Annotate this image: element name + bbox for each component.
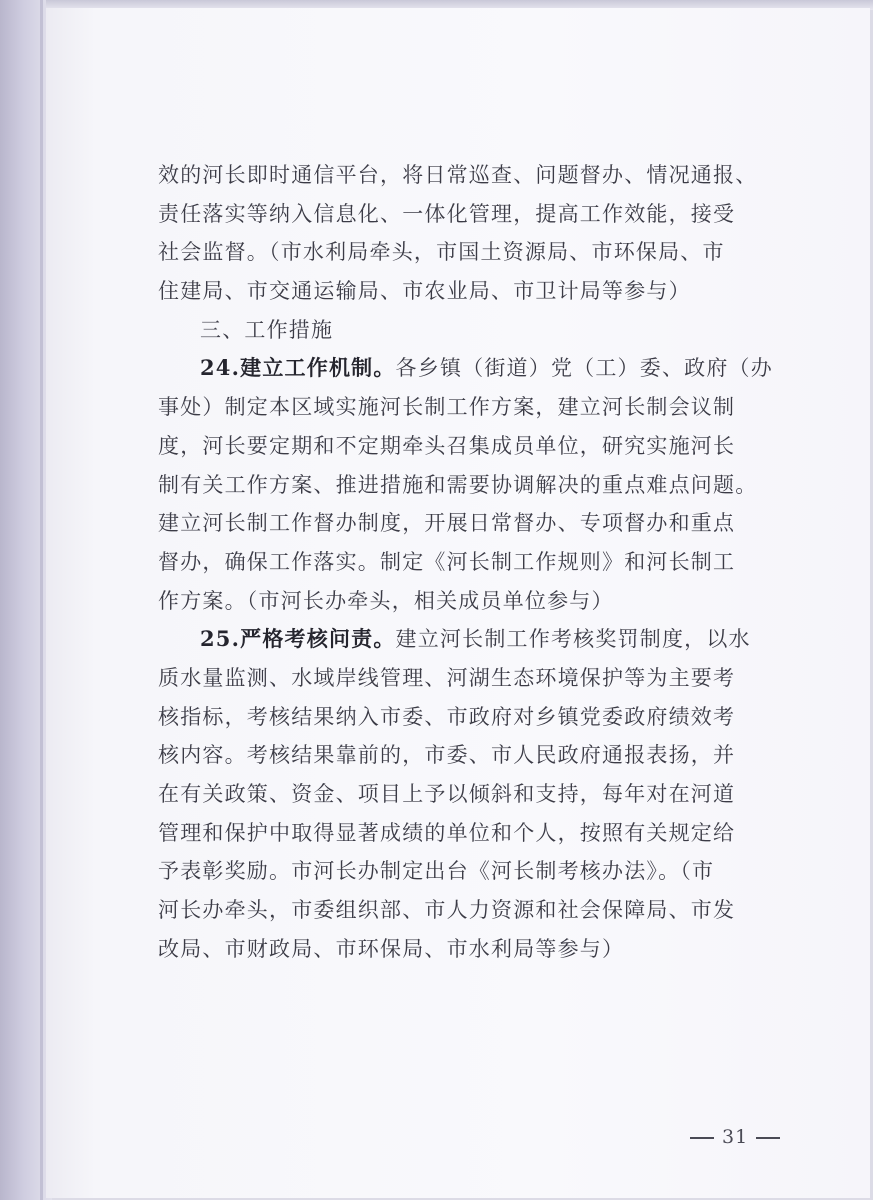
binding-edge: [40, 0, 43, 1200]
page-number: 31: [722, 1126, 749, 1148]
item-25-line-9: 改局、市财政局、市环保局、市水利局等参与）: [158, 936, 625, 961]
item-25-line-3: 核指标，考核结果纳入市委、市政府对乡镇党委政府绩效考: [158, 704, 736, 729]
intro-line-2: 责任落实等纳入信息化、一体化管理，提高工作效能，接受: [158, 201, 736, 226]
page-number-footer: [682, 1126, 788, 1148]
dash-left: [690, 1137, 714, 1139]
item-24-line-6: 督办，确保工作落实。制定《河长制工作规则》和河长制工: [158, 549, 736, 574]
intro-line-3: 社会监督。（市水利局牵头，市国土资源局、市环保局、市: [158, 240, 725, 265]
item-25-line-2: 质水量监测、水域岸线管理、河湖生态环境保护等为主要考: [158, 665, 736, 690]
item-24-line-3: 度，河长要定期和不定期牵头召集成员单位，研究实施河长: [158, 433, 736, 458]
item-24-title: 建立工作机制。: [240, 355, 396, 381]
item-25-line-4: 核内容。考核结果靠前的，市委、市人民政府通报表扬，并: [158, 743, 736, 768]
item-24-line-7: 作方案。（市河长办牵头，相关成员单位参与）: [158, 588, 614, 613]
book-binding: [0, 0, 52, 1200]
item-25-line-8: 河长办牵头，市委组织部、市人力资源和社会保障局、市发: [158, 898, 736, 923]
dash-right: [756, 1137, 780, 1139]
item-25-line-7: 予表彰奖励。市河长办制定出台《河长制考核办法》。（市: [158, 859, 715, 884]
item-24-line-5: 建立河长制工作督办制度，开展日常督办、专项督办和重点: [158, 511, 736, 536]
item-25-first-line: [158, 620, 770, 659]
item-25-first-line-text: 建立河长制工作考核奖罚制度，以水: [395, 627, 751, 652]
item-24-first-line: [158, 349, 773, 388]
item-25-number: 25.: [200, 626, 241, 652]
intro-line-1: 效的河长即时通信平台，将日常巡查、问题督办、情况通报、: [158, 163, 758, 187]
item-25-title: 严格考核问责。: [240, 626, 396, 652]
item-24-number: 24.: [200, 355, 241, 381]
item-25-line-6: 管理和保护中取得显著成绩的单位和个人，按照有关规定给: [158, 820, 736, 845]
item-24-first-line-text: 各乡镇（街道）党（工）委、政府（办: [395, 356, 773, 381]
item-25-line-5: 在有关政策、资金、项目上予以倾斜和支持，每年对在河道: [158, 782, 736, 806]
item-24-line-4: 制有关工作方案、推进措施和需要协调解决的重点难点问题。: [158, 472, 758, 497]
body-text: [158, 156, 773, 968]
section-heading: 三、工作措施: [200, 317, 334, 342]
intro-line-4: 住建局、市交通运输局、市农业局、市卫计局等参与）: [158, 279, 691, 304]
item-24-line-2: 事处）制定本区域实施河长制工作方案，建立河长制会议制: [158, 395, 736, 420]
